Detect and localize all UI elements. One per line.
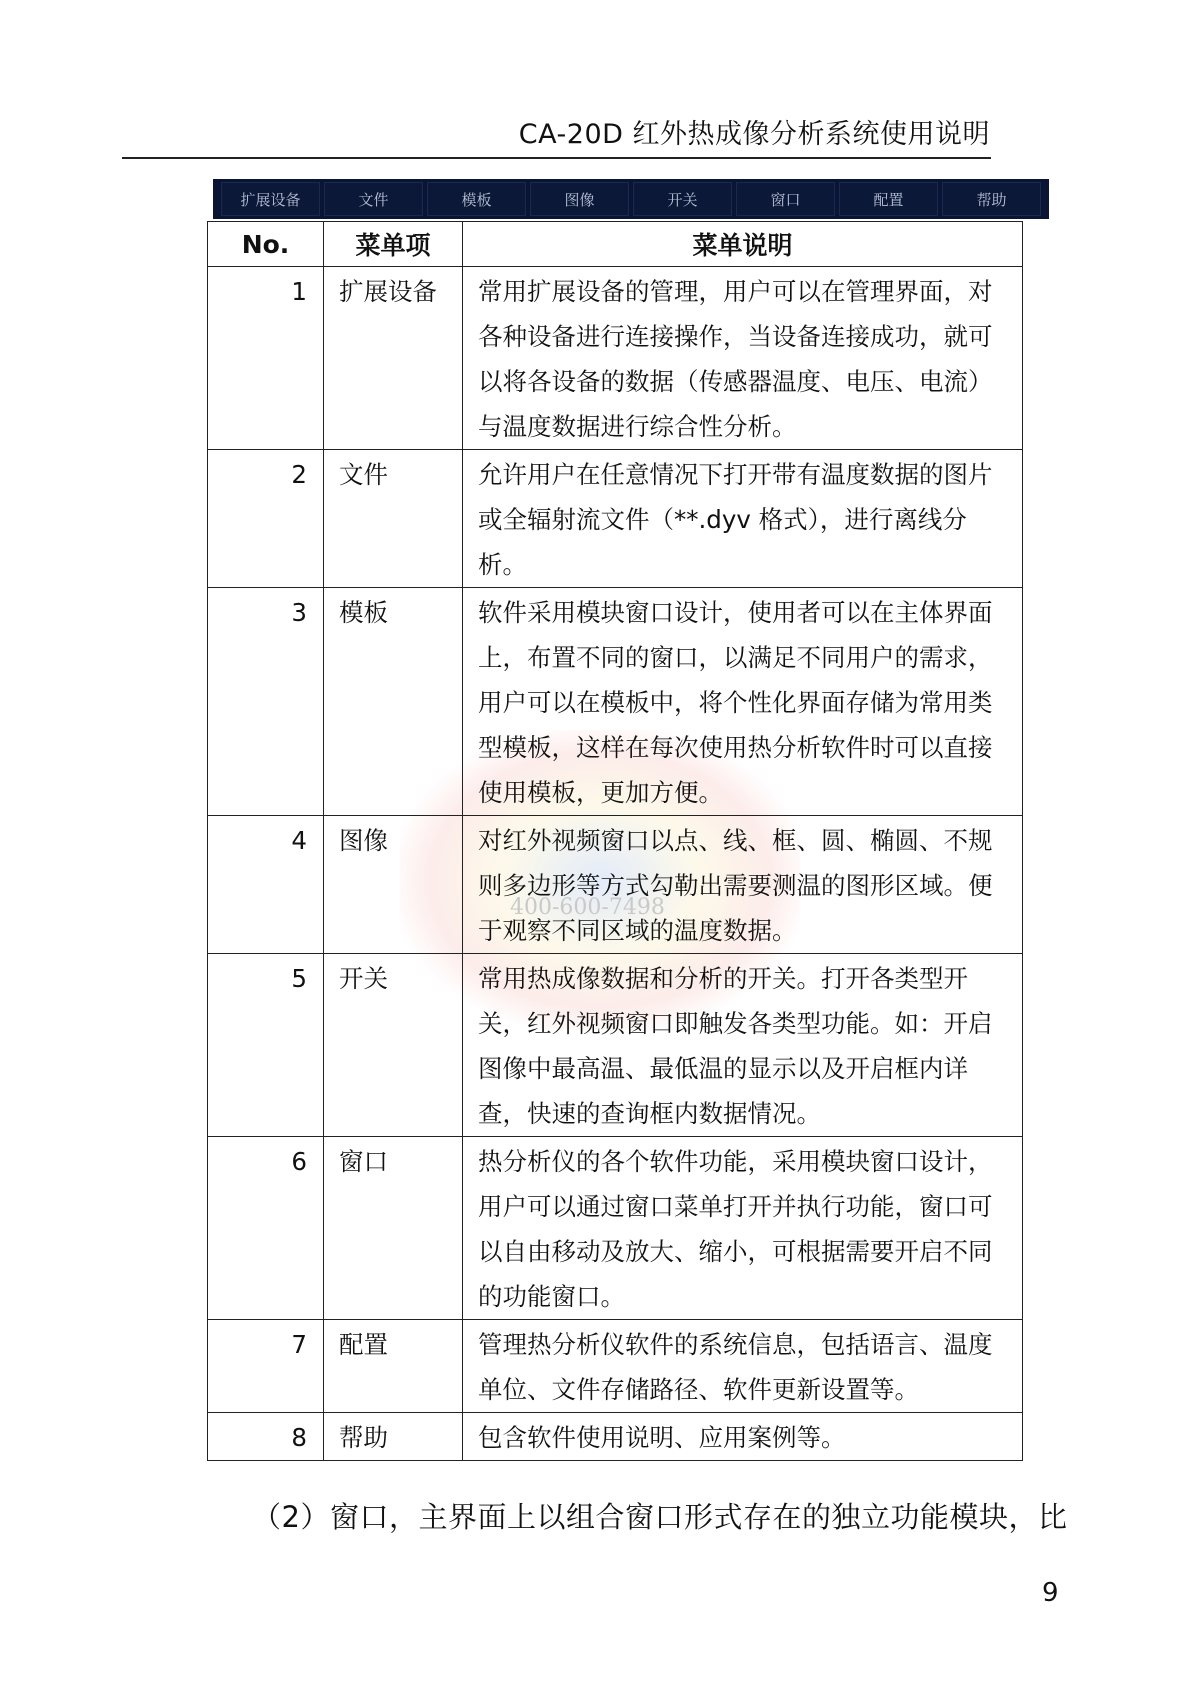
table-row	[208, 450, 1023, 588]
table-row	[208, 1413, 1023, 1461]
row-item: 帮助	[324, 1413, 463, 1461]
column-header-no: No.	[208, 222, 324, 267]
row-desc: 热分析仪的各个软件功能，采用模块窗口设计，用户可以通过窗口菜单打开并执行功能，窗口可以自由移动及放大、缩小，可根据需要开启不同的功能窗口。	[463, 1137, 1023, 1320]
body-paragraph: （2）窗口，主界面上以组合窗口形式存在的独立功能模块，比	[252, 1500, 1068, 1534]
table-header-row	[208, 222, 1023, 267]
row-no: 3	[208, 588, 324, 816]
row-item: 扩展设备	[324, 267, 463, 450]
row-desc: 对红外视频窗口以点、线、框、圆、椭圆、不规则多边形等方式勾勒出需要测温的图形区域。便于观察不同区域的温度数据。	[463, 816, 1023, 954]
row-no: 5	[208, 954, 324, 1137]
table-row	[208, 1320, 1023, 1413]
row-item: 模板	[324, 588, 463, 816]
row-desc: 允许用户在任意情况下打开带有温度数据的图片或全辐射流文件（**.dyv 格式），进行离线分析。	[463, 450, 1023, 588]
row-item: 文件	[324, 450, 463, 588]
row-no: 2	[208, 450, 324, 588]
menu-item-help[interactable]: 帮助	[942, 182, 1041, 216]
document-header-title: CA-20D 红外热成像分析系统使用说明	[518, 119, 990, 150]
row-no: 6	[208, 1137, 324, 1320]
row-item: 配置	[324, 1320, 463, 1413]
menu-item-extension-devices[interactable]: 扩展设备	[221, 182, 320, 216]
column-header-desc: 菜单说明	[463, 222, 1023, 267]
table-row	[208, 588, 1023, 816]
row-desc: 常用热成像数据和分析的开关。打开各类型开关，红外视频窗口即触发各类型功能。如：开启图像中最高温、最低温的显示以及开启框内详查，快速的查询框内数据情况。	[463, 954, 1023, 1137]
row-desc: 包含软件使用说明、应用案例等。	[463, 1413, 1023, 1461]
table-row	[208, 267, 1023, 450]
row-no: 4	[208, 816, 324, 954]
row-no: 7	[208, 1320, 324, 1413]
table-row	[208, 954, 1023, 1137]
table-row	[208, 1137, 1023, 1320]
menu-item-config[interactable]: 配置	[839, 182, 938, 216]
row-item: 图像	[324, 816, 463, 954]
table-row	[208, 816, 1023, 954]
row-desc: 管理热分析仪软件的系统信息，包括语言、温度单位、文件存储路径、软件更新设置等。	[463, 1320, 1023, 1413]
row-no: 8	[208, 1413, 324, 1461]
menu-description-table	[207, 221, 1023, 1461]
menu-item-image[interactable]: 图像	[530, 182, 629, 216]
page-number: 9	[1042, 1578, 1059, 1608]
row-desc: 软件采用模块窗口设计，使用者可以在主体界面上，布置不同的窗口，以满足不同用户的需求，用户可以在模板中，将个性化界面存储为常用类型模板，这样在每次使用热分析软件时可以直接使用模板，更加方便。	[463, 588, 1023, 816]
column-header-item: 菜单项	[324, 222, 463, 267]
watermark-phone: 400-600-7498	[510, 895, 665, 920]
menu-item-file[interactable]: 文件	[324, 182, 423, 216]
row-item: 窗口	[324, 1137, 463, 1320]
menu-item-template[interactable]: 模板	[427, 182, 526, 216]
row-item: 开关	[324, 954, 463, 1137]
menu-item-window[interactable]: 窗口	[736, 182, 835, 216]
row-no: 1	[208, 267, 324, 450]
header-divider	[122, 157, 991, 159]
row-desc: 常用扩展设备的管理，用户可以在管理界面，对各种设备进行连接操作，当设备连接成功，就可以将各设备的数据（传感器温度、电压、电流）与温度数据进行综合性分析。	[463, 267, 1023, 450]
menu-item-switch[interactable]: 开关	[633, 182, 732, 216]
menu-bar-screenshot	[213, 179, 1049, 219]
